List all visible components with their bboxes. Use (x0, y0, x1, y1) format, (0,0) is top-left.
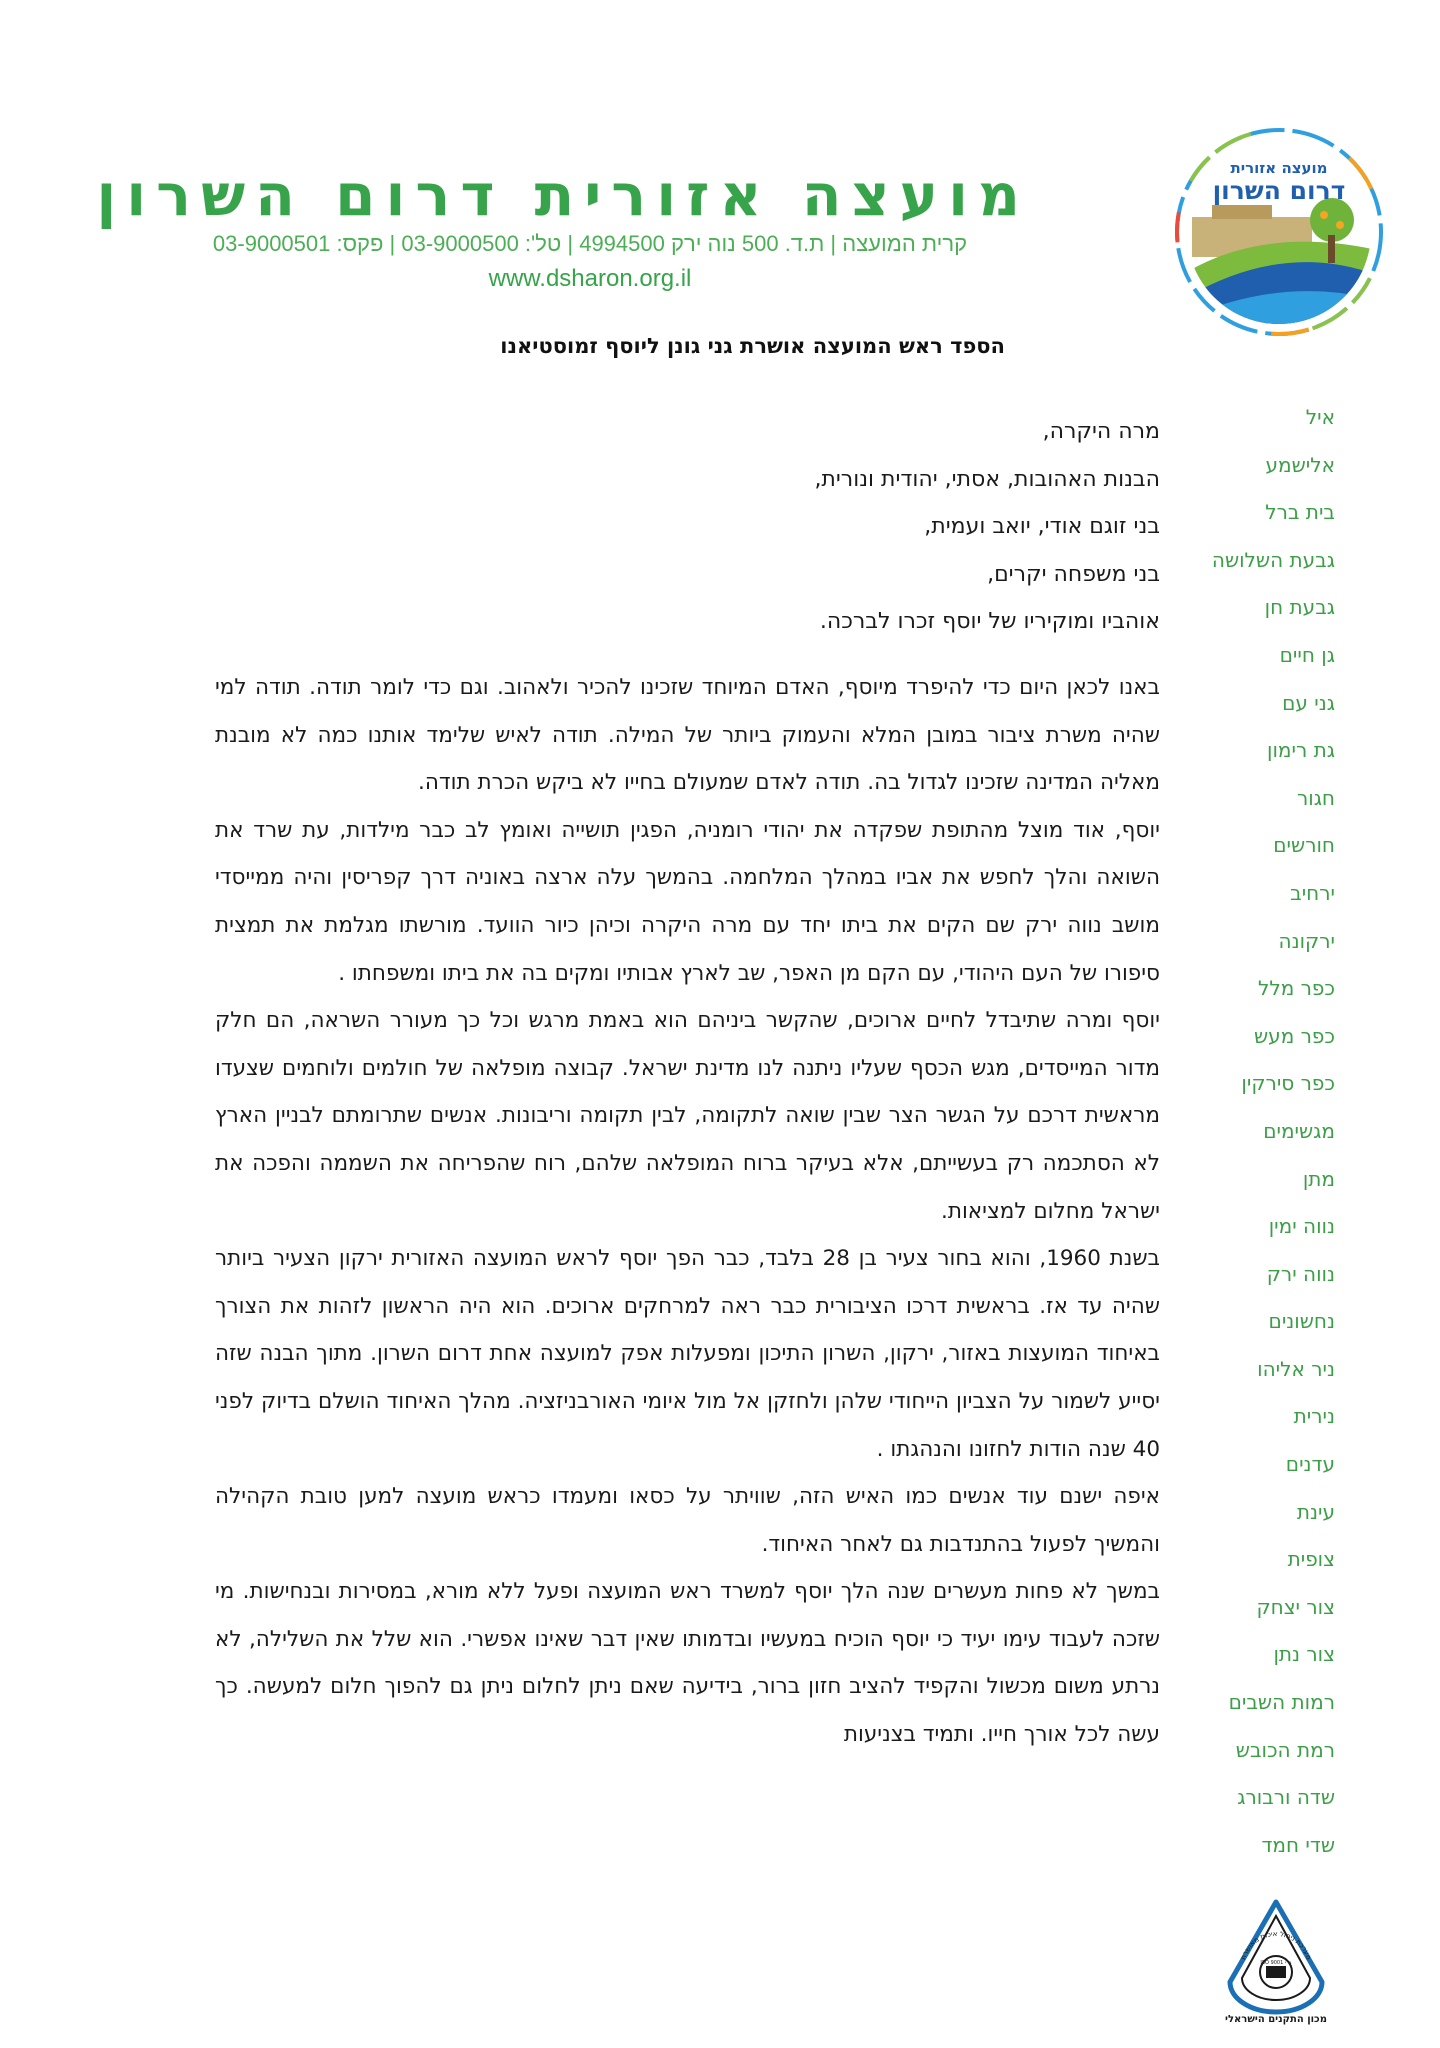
settlement-item: צור יצחק (1256, 1594, 1335, 1619)
council-logo (1172, 125, 1387, 340)
settlement-item: חגור (1296, 785, 1335, 810)
salutation-line: בני משפחה יקרים, (987, 561, 1160, 587)
body-paragraph: בשנת 1960, והוא בחור צעיר בן 28 בלבד, כבר הפך יוסף לראש המועצה האזורית ירקון הצעיר ביותר שהיה עד אז. בראשית דרכו הציבורית כבר ראה למרחקים ארוכים. הוא היה הראשון לזהות את הצורך באיחוד המועצות באזור, ירקון, השרון התיכון ומפעלות אפק למועצה אחת דרום השרון. מתוך הבנה שזה יסייע לשמור על הצביון הייחודי שלהן ולחזקן אל מול איומי האורבניזציה. מהלך האיחוד הושלם בדיוק לפני 40 שנה הודות לחזונו והנהגתו . (215, 1246, 1160, 1462)
salutation-line: מרה היקרה, (1042, 419, 1160, 444)
settlement-item: כפר מלל (1257, 976, 1335, 1001)
settlement-item: גן חיים (1279, 642, 1335, 667)
cert-arc-text: מערכת ניהול איכות מאושרת (1239, 1929, 1313, 1961)
salutation-line: בני זוגם אודי, יואב ועמית, (924, 514, 1160, 540)
org-address: קרית המועצה | ת.ד. 500 נוה ירק 4994500 | טל': 03-9000500 | פקס: 03-9000501 (212, 231, 968, 256)
salutation-block (700, 412, 1160, 650)
settlement-item: גבעת חן (1264, 595, 1335, 620)
institute-name: מכון התקנים הישראלי (1225, 2014, 1327, 2025)
settlement-item: עינת (1296, 1499, 1335, 1524)
settlement-item: נווה ירק (1266, 1261, 1335, 1286)
settlement-item: שדה ורבורג (1237, 1785, 1335, 1810)
settlement-item: רמות השבים (1228, 1690, 1335, 1715)
body-paragraph: איפה ישנם עוד אנשים כמו האיש הזה, שוויתר על כסאו ומעמדו כראש מועצה למען טובת הקהילה והמשיך לפעול בהתנדבות גם לאחר האיחוד. (215, 1484, 1160, 1557)
settlement-item: גני עם (1282, 690, 1335, 715)
settlement-item: נירית (1293, 1404, 1335, 1429)
settlement-item: כפר מעש (1254, 1023, 1335, 1048)
settlement-item: שדי חמד (1261, 1832, 1335, 1857)
settlement-item: אלישמע (1265, 452, 1335, 477)
salutation-line: אוהביו ומוקיריו של יוסף זכרו לברכה. (819, 609, 1160, 635)
settlement-item: מגשימים (1263, 1118, 1335, 1143)
org-title: מועצה אזורית דרום השרון (96, 161, 1030, 229)
settlements-list (1175, 397, 1335, 1872)
body-paragraph: באנו לכאן היום כדי להיפרד מיוסף, האדם המיוחד שזכינו להכיר ולאהוב. וגם כדי לומר תודה. תודה למי שהיה משרת ציבור במובן המלא והעמוק ביותר של המילה. תודה לאיש שלימד אותנו כמה לא מובנת מאליה המדינה שזכינו לגדול בה. תודה לאדם שמעולם בחייו לא ביקש הכרת תודה. (215, 675, 1160, 796)
letter-body (215, 664, 1160, 1759)
cert-standard: ת"י ISO 9001 (1260, 1960, 1292, 1966)
settlement-item: חורשים (1273, 833, 1335, 858)
settlement-item: בית ברל (1265, 500, 1335, 525)
logo-text-main: דרום השרון (1212, 176, 1346, 205)
settlement-item: כפר סירקין (1241, 1071, 1335, 1096)
settlement-item: מתן (1302, 1166, 1335, 1191)
settlement-item: ניר אליהו (1257, 1356, 1335, 1381)
settlement-item: עדנים (1285, 1452, 1335, 1477)
standards-institute-logo (1222, 1898, 1330, 2028)
org-website-link[interactable]: www.dsharon.org.il (488, 265, 692, 292)
settlement-item: איל (1305, 405, 1335, 429)
document-title: הספד ראש המועצה אושרת גני גונן ליוסף זמוסטיאנו (500, 334, 1005, 358)
settlement-item: ירחיב (1290, 880, 1335, 905)
settlement-item: גת רימון (1267, 738, 1335, 763)
settlement-item: גבעת השלושה (1211, 547, 1335, 572)
body-paragraph: במשך לא פחות מעשרים שנה הלך יוסף למשרד ראש המועצה ופעל ללא מורא, במסירות ובנחישות. מי שזכה לעבוד עימו יעיד כי יוסף הוכיח במעשיו ובדמותו שאין דבר שאינו אפשרי. הוא שלל את השלילה, לא נרתע משום מכשול והקפיד להציב חזון ברור, בידיעה שאם ניתן לחלום ניתן גם להפוך חלום למעשה. כך עשה לכל אורך חייו. ותמיד בצניעות (215, 1579, 1160, 1748)
body-paragraph: יוסף, אוד מוצל מהתופת שפקדה את יהודי רומניה, הפגין תושייה ואומץ לב כבר מילדות, עת שרד את השואה והלך לחפש את אביו במהלך המלחמה. בהמשך עלה ארצה באוניה דרך קפריסין והיה ממייסדי מושב נווה ירק שם הקים את ביתו יחד עם מרה היקרה וכיהן כיור הוועד. מורשתו מגלמת את תמצית סיפורו של העם היהודי, עם הקם מן האפר, שב לארץ אבותיו ומקים בה את ביתו ומשפחתו . (215, 817, 1160, 986)
logo-text-top: מועצה אזורית (1230, 159, 1328, 177)
body-paragraph: יוסף ומרה שתיבדל לחיים ארוכים, שהקשר ביניהם הוא באמת מרגש וכל כך מעורר השראה, הם חלק מדור המייסדים, מגש הכסף שעליו ניתנה לנו מדינת ישראל. קבוצה מופלאה של חולמים ולוחמים שצעדו מראשית דרכם על הגשר הצר שבין שואה לתקומה, לבין תקומה וריבונות. אנשים שתרומתם לבניין הארץ לא הסתכמה רק בעשייתם, אלא בעיקר ברוח המופלאה שלהם, רוח שהפריחה את השממה והפכה את ישראל מחלום למציאות. (215, 1008, 1160, 1224)
settlement-item: נווה ימין (1268, 1214, 1335, 1239)
salutation-line: הבנות האהובות, אסתי, יהודית ונורית, (814, 466, 1160, 492)
settlement-item: ירקונה (1278, 928, 1335, 953)
settlement-item: צופית (1287, 1547, 1335, 1572)
settlement-item: נחשונים (1268, 1309, 1335, 1334)
settlement-item: צור נתן (1273, 1642, 1335, 1667)
settlement-item: רמת הכובש (1235, 1737, 1335, 1762)
